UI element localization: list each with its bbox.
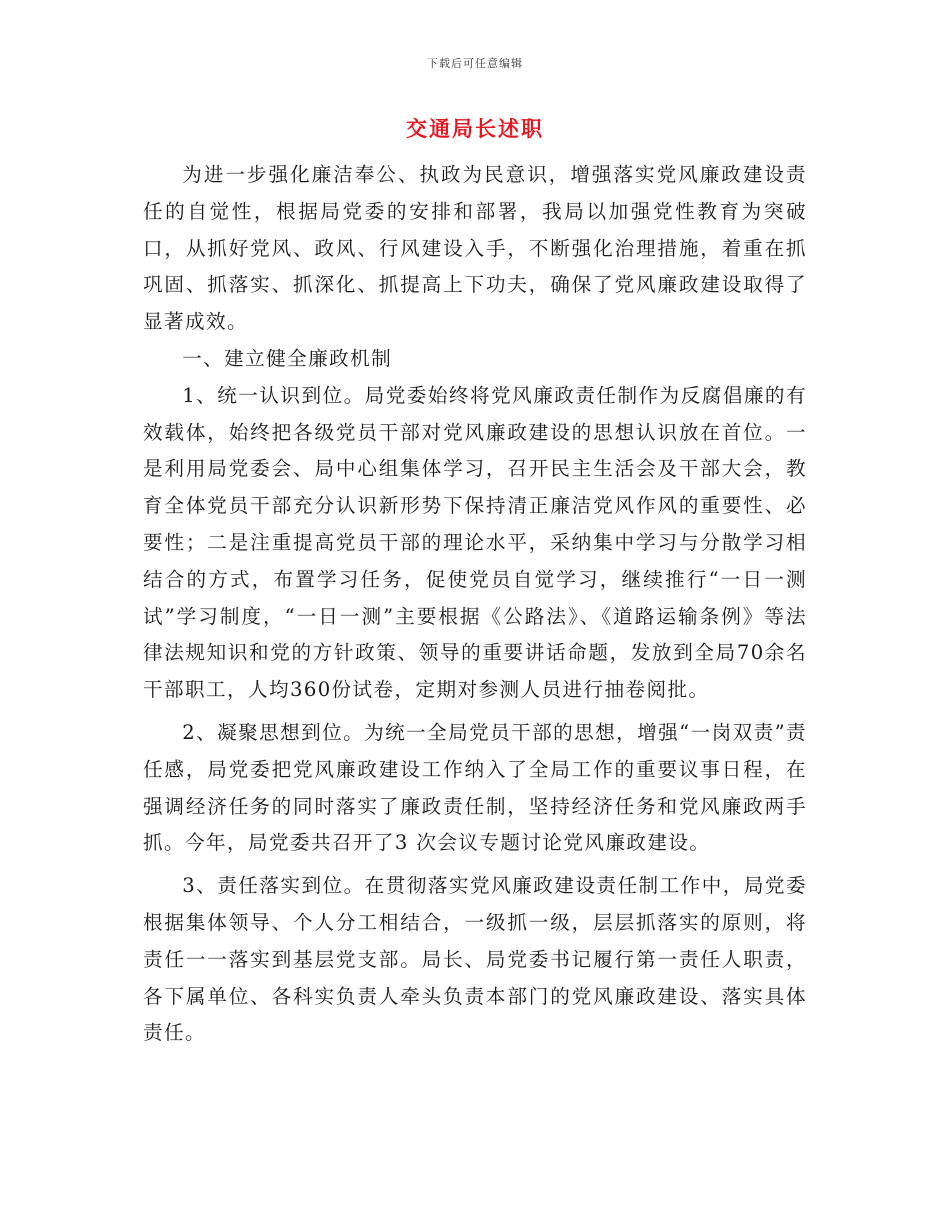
section-heading: 一、建立健全廉政机制	[182, 346, 393, 370]
header-note: 下载后可任意编辑	[427, 57, 523, 70]
paragraph-item-3: 3、责任落实到位。在贯彻落实党风廉政建设责任制工作中，局党委根据集体领导、个人分工相结合，一级抓一级，层层抓落实的原则，将责任一一落实到基层党支部。局长、局党委书记履行第一责任人职责，各下属单位、各科实负责人牵头负责本部门的党风廉政建设、落实具体责任。	[143, 874, 807, 1045]
paragraph-item-2: 2、凝聚思想到位。为统一全局党员干部的思想，增强“一岗双责”责任感，局党委把党风廉政建设工作纳入了全局工作的重要议事日程，在强调经济任务的同时落实了廉政责任制，坚持经济任务和党风廉政两手抓。今年，局党委共召开了3 次会议专题讨论党风廉政建设。	[143, 720, 807, 855]
document-body	[143, 157, 807, 1052]
intro-paragraph: 为进一步强化廉洁奉公、执政为民意识，增强落实党风廉政建设责任的自觉性，根据局党委的安排和部署，我局以加强党性教育为突破口，从抓好党风、政风、行风建设入手，不断强化治理措施，着重在抓巩固、抓落实、抓深化、抓提高上下功夫，确保了党风廉政建设取得了显著成效。	[143, 163, 807, 334]
document-title: 交通局长述职	[406, 116, 544, 141]
paragraph-item-1: 1、统一认识到位。局党委始终将党风廉政责任制作为反腐倡廉的有效载体，始终把各级党员干部对党风廉政建设的思想认识放在首位。一是利用局党委会、局中心组集体学习，召开民主生活会及干部大会，教育全体党员干部充分认识新形势下保持清正廉洁党风作风的重要性、必要性；二是注重提高党员干部的理论水平，采纳集中学习与分散学习相结合的方式，布置学习任务，促使党员自觉学习，继续推行“一日一测试”学习制度，“一日一测”主要根据《公路法》、《道路运输条例》等法律法规知识和党的方针政策、领导的重要讲话命题，发放到全局70余名干部职工，人均360份试卷，定期对参测人员进行抽卷阅批。	[143, 383, 807, 702]
